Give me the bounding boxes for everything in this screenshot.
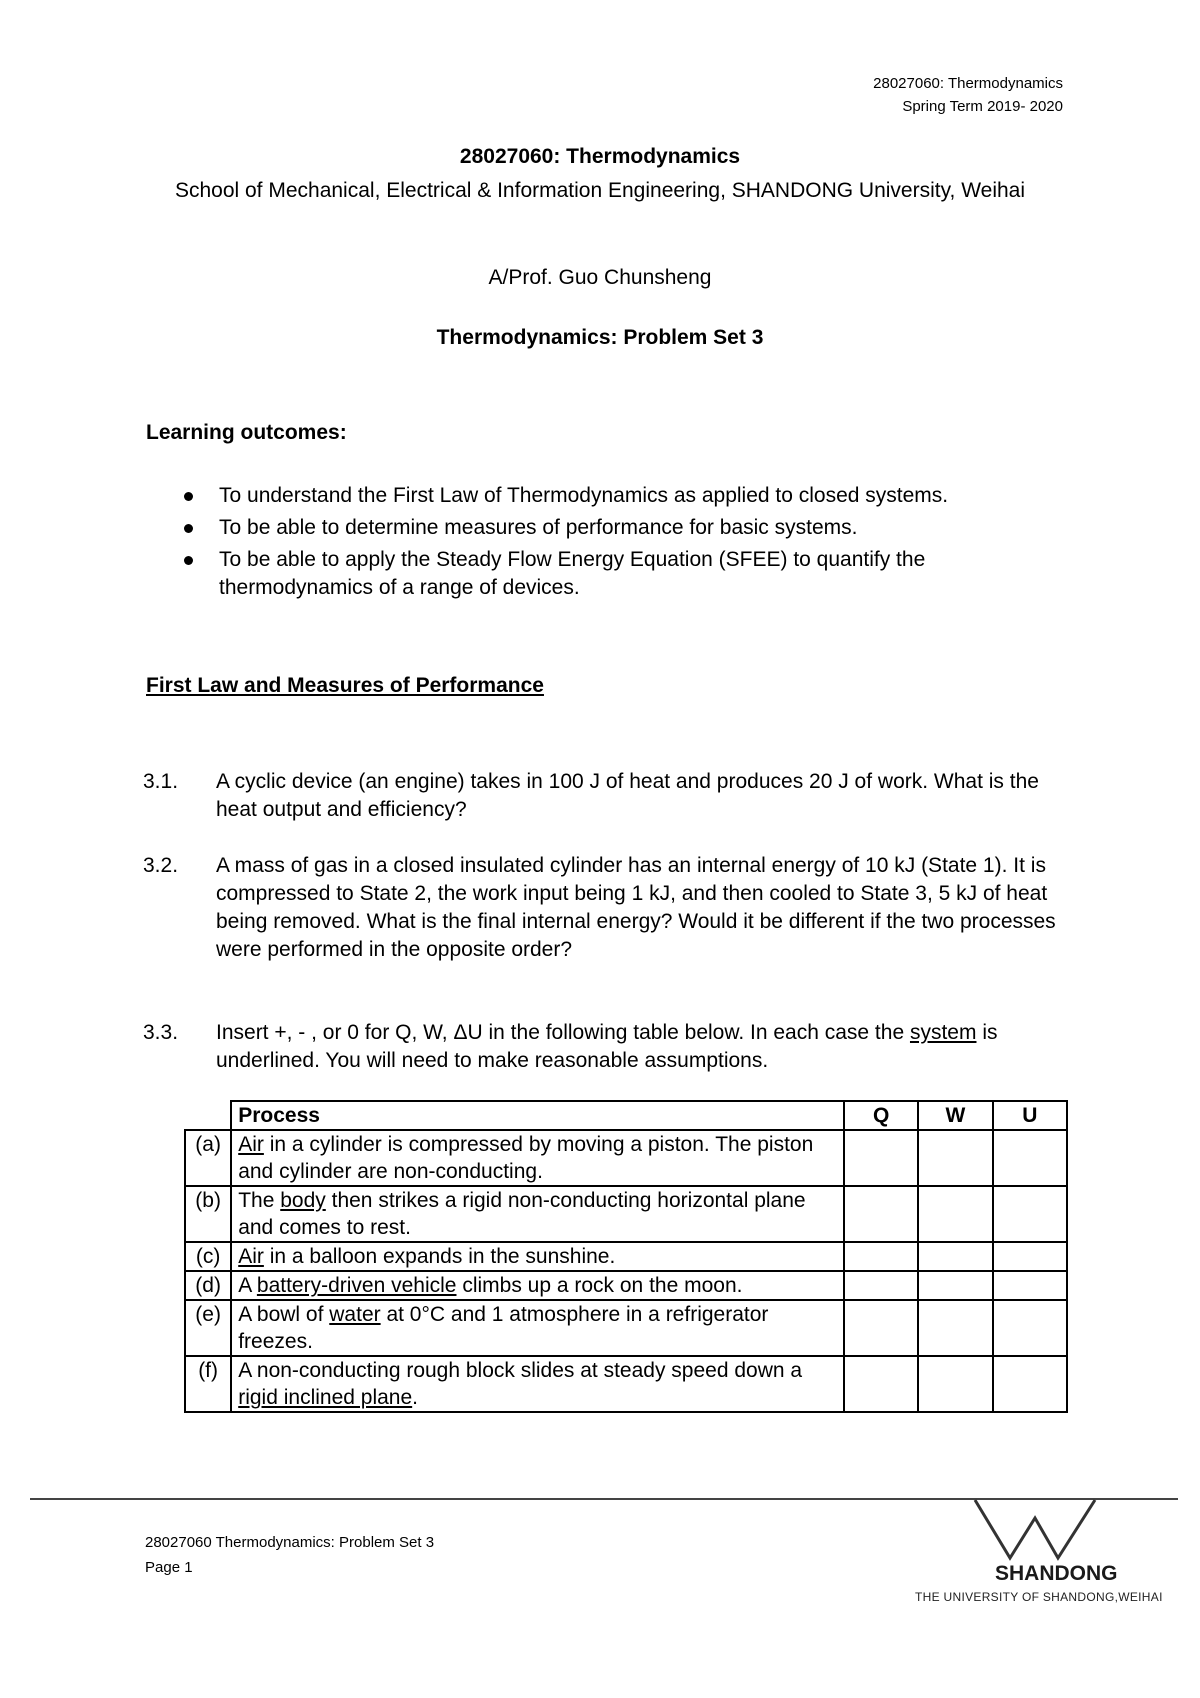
table-row <box>185 1130 1067 1186</box>
u-cell[interactable] <box>993 1242 1067 1271</box>
underlined-term: battery-driven vehicle <box>256 1274 457 1297</box>
question-3-1 <box>143 768 1073 824</box>
learning-outcomes-heading: Learning outcomes: <box>146 421 347 444</box>
page-footer <box>145 1530 434 1580</box>
row-label: (b) <box>185 1186 231 1242</box>
w-cell[interactable] <box>918 1356 992 1412</box>
question-3-2 <box>143 852 1073 964</box>
question-text: A cyclic device (an engine) takes in 100 J of heat and produces 20 J of work. What is the heat output and efficiency? <box>216 770 1039 821</box>
learning-outcomes-list <box>219 482 1039 606</box>
bullet-icon <box>184 524 193 533</box>
table-header-row <box>185 1101 1067 1130</box>
w-cell[interactable] <box>918 1242 992 1271</box>
table-row <box>185 1271 1067 1300</box>
underlined-term: body <box>280 1189 326 1212</box>
document-title: 28027060: Thermodynamics <box>459 145 741 168</box>
w-cell[interactable] <box>918 1130 992 1186</box>
q-cell[interactable] <box>844 1356 918 1412</box>
table-row <box>185 1186 1067 1242</box>
q-cell[interactable] <box>844 1130 918 1186</box>
header-process: Process <box>231 1101 844 1130</box>
underlined-term: system <box>909 1021 977 1044</box>
process-description: A non-conducting rough block slides at steady speed down a rigid inclined plane. <box>231 1356 844 1412</box>
underlined-term: Air <box>238 1133 264 1156</box>
logo-subtitle: THE UNIVERSITY OF SHANDONG,WEIHAI <box>915 1590 1163 1604</box>
w-cell[interactable] <box>918 1186 992 1242</box>
section-heading: First Law and Measures of Performance <box>146 674 544 697</box>
table-row <box>185 1356 1067 1412</box>
w-cell[interactable] <box>918 1300 992 1356</box>
footer-title: 28027060 Thermodynamics: Problem Set 3 <box>145 1534 435 1551</box>
u-cell[interactable] <box>993 1271 1067 1300</box>
problem-set-title: Thermodynamics: Problem Set 3 <box>436 326 764 349</box>
row-label: (c) <box>185 1242 231 1271</box>
bullet-icon <box>184 492 193 501</box>
header-term: Spring Term 2019- 2020 <box>902 98 1063 115</box>
header-u: U <box>993 1101 1067 1130</box>
q-cell[interactable] <box>844 1186 918 1242</box>
u-cell[interactable] <box>993 1186 1067 1242</box>
process-description: A battery-driven vehicle climbs up a rock on the moon. <box>231 1271 844 1300</box>
page-number: Page 1 <box>145 1559 193 1576</box>
process-description: The body then strikes a rigid non-conducting horizontal plane and comes to rest. <box>231 1186 844 1242</box>
list-item: To be able to apply the Steady Flow Energy Equation (SFEE) to quantify the thermodynamics of a range of devices. <box>219 546 1039 602</box>
question-number: 3.2. <box>143 854 179 877</box>
question-number: 3.1. <box>143 770 179 793</box>
underlined-term: water <box>329 1303 381 1326</box>
table-row <box>185 1300 1067 1356</box>
underlined-term: Air <box>238 1245 264 1268</box>
u-cell[interactable] <box>993 1300 1067 1356</box>
row-label: (f) <box>185 1356 231 1412</box>
page-header <box>873 72 1063 118</box>
u-cell[interactable] <box>993 1130 1067 1186</box>
process-description: Air in a cylinder is compressed by moving a piston. The piston and cylinder are non-conducting. <box>231 1130 844 1186</box>
q-cell[interactable] <box>844 1271 918 1300</box>
q-cell[interactable] <box>844 1242 918 1271</box>
question-3-3 <box>143 1019 1073 1075</box>
process-description: Air in a balloon expands in the sunshine. <box>231 1242 844 1271</box>
table-row <box>185 1242 1067 1271</box>
header-course: 28027060: Thermodynamics <box>873 75 1063 92</box>
school-name: School of Mechanical, Electrical & Information Engineering, SHANDONG University, Weihai <box>174 179 1026 202</box>
q-cell[interactable] <box>844 1300 918 1356</box>
logo-w-mark <box>975 1500 1095 1558</box>
process-description: A bowl of water at 0°C and 1 atmosphere in a refrigerator freezes. <box>231 1300 844 1356</box>
header-w: W <box>918 1101 992 1130</box>
u-cell[interactable] <box>993 1356 1067 1412</box>
question-number: 3.3. <box>143 1021 179 1044</box>
logo-name: SHANDONG <box>995 1562 1118 1585</box>
list-item: To be able to determine measures of performance for basic systems. <box>219 514 1039 542</box>
w-cell[interactable] <box>918 1271 992 1300</box>
list-item: To understand the First Law of Thermodynamics as applied to closed systems. <box>219 482 1039 510</box>
underlined-term: rigid inclined plane <box>238 1386 413 1409</box>
question-text: A mass of gas in a closed insulated cylinder has an internal energy of 10 kJ (State 1). It is compressed to State 2, the work input being 1 kJ, and then cooled to State 3, 5 kJ of heat being removed. What is the final internal energy? Would it be different if the two processes were performed in the opposite order? <box>216 854 1056 961</box>
header-q: Q <box>844 1101 918 1130</box>
row-label: (e) <box>185 1300 231 1356</box>
row-label: (a) <box>185 1130 231 1186</box>
question-text: Insert +, - , or 0 for Q, W, ΔU in the following table below. In each case the system is underlined. You will need to make reasonable assumptions. <box>216 1021 998 1072</box>
bullet-icon <box>184 556 193 565</box>
professor-name: A/Prof. Guo Chunsheng <box>488 266 712 289</box>
process-table <box>184 1100 1068 1413</box>
row-label: (d) <box>185 1271 231 1300</box>
